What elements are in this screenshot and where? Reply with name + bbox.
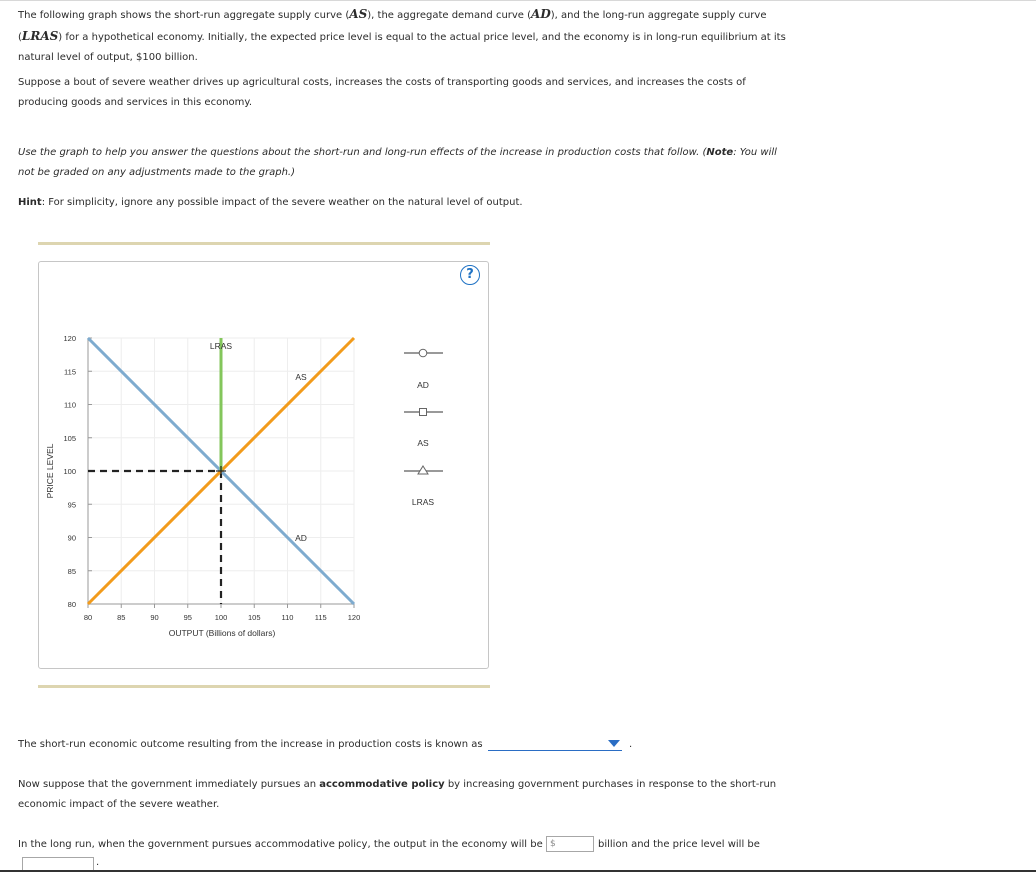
x-axis-title: OUTPUT (Billions of dollars) bbox=[168, 628, 276, 638]
circle-icon bbox=[419, 349, 427, 357]
legend-ad-label: AD bbox=[417, 380, 429, 390]
chevron-down-icon bbox=[608, 740, 620, 747]
y-tick-label: 80 bbox=[67, 600, 76, 609]
help-icon[interactable]: ? bbox=[460, 265, 480, 285]
legend-ad-tool[interactable] bbox=[404, 349, 443, 390]
y-tick-label: 115 bbox=[64, 367, 76, 377]
legend-lras-label: LRAS bbox=[411, 497, 435, 507]
y-tick-label: 120 bbox=[63, 334, 76, 343]
question-1-period: . bbox=[629, 739, 633, 750]
as-curve-label: AS bbox=[295, 372, 307, 382]
x-tick-label: 95 bbox=[183, 613, 192, 622]
intro-text: ) for a hypothetical economy. Initially, the expected price level is equal to the actual price level, and the economy is in long-run equilibrium at its natural level of output, $100 billion. bbox=[18, 32, 786, 63]
accommodative-policy-term: accommodative policy bbox=[319, 779, 445, 790]
question-3-tail: billion and the price level will be bbox=[598, 839, 760, 850]
term-as: AS bbox=[349, 7, 368, 21]
term-ad: AD bbox=[531, 7, 551, 21]
x-tick-label: 115 bbox=[314, 613, 327, 622]
x-tick-label: 100 bbox=[214, 613, 228, 622]
term-lras: LRAS bbox=[21, 29, 59, 43]
instruction-text: Use the graph to help you answer the questions about the short-run and long-run effects of the increase in production costs that follow. ( bbox=[18, 147, 707, 158]
x-tick-label: 120 bbox=[347, 613, 361, 622]
y-tick-label: 95 bbox=[67, 500, 76, 510]
question-1 bbox=[18, 735, 788, 755]
y-tick-label: 105 bbox=[63, 433, 76, 443]
intro-text: ), the aggregate demand curve ( bbox=[367, 10, 532, 21]
question-2 bbox=[18, 775, 788, 815]
legend-as-label: AS bbox=[417, 438, 429, 448]
y-tick-label: 100 bbox=[63, 467, 76, 476]
question-2-text: by increasing government purchases in response to the short-run economic impact of the severe weather. bbox=[18, 779, 777, 810]
legend-lras-tool[interactable] bbox=[404, 466, 443, 507]
intro-text: The following graph shows the short-run aggregate supply curve ( bbox=[18, 10, 350, 21]
hint-text: : For simplicity, ignore any possible impact of the severe weather on the natural level of output. bbox=[41, 197, 523, 208]
x-tick-label: 80 bbox=[83, 613, 93, 622]
hint-label: Hint bbox=[18, 197, 42, 208]
intro-paragraph-2: Suppose a bout of severe weather drives up agricultural costs, increases the costs of transporting goods and services, and increases the costs of producing goods and services in this economy. bbox=[18, 77, 746, 108]
y-axis-title: PRICE LEVEL bbox=[45, 443, 55, 499]
y-tick-label: 110 bbox=[64, 400, 76, 410]
output-input[interactable] bbox=[546, 836, 594, 852]
x-tick-label: 85 bbox=[117, 613, 126, 622]
question-1-text: The short-run economic outcome resulting from the increase in production costs is known as bbox=[18, 739, 483, 750]
lras-curve-label: LRAS bbox=[209, 341, 233, 351]
question-3-period: . bbox=[96, 857, 100, 868]
x-tick-label: 90 bbox=[150, 613, 159, 622]
question-3-text: In the long run, when the government pursues accommodative policy, the output in the economy will be bbox=[18, 839, 543, 850]
x-tick-label: 110 bbox=[281, 613, 294, 622]
note-label: Note bbox=[706, 147, 734, 158]
intro-text: ), and the long-run aggregate supply curve ( bbox=[18, 10, 767, 43]
square-icon bbox=[420, 409, 427, 416]
dollar-prefix: $ bbox=[550, 839, 556, 849]
y-tick-label: 90 bbox=[67, 533, 76, 543]
legend-as-tool[interactable] bbox=[404, 409, 443, 449]
instruction-text: : You will not be graded on any adjustments made to the graph.) bbox=[18, 147, 777, 178]
ad-curve-label: AD bbox=[295, 533, 307, 543]
question-3 bbox=[18, 835, 558, 855]
y-tick-label: 85 bbox=[67, 566, 76, 576]
outcome-dropdown[interactable] bbox=[488, 737, 622, 751]
x-tick-label: 105 bbox=[247, 613, 261, 622]
question-2-text: Now suppose that the government immediately pursues an bbox=[18, 779, 320, 790]
